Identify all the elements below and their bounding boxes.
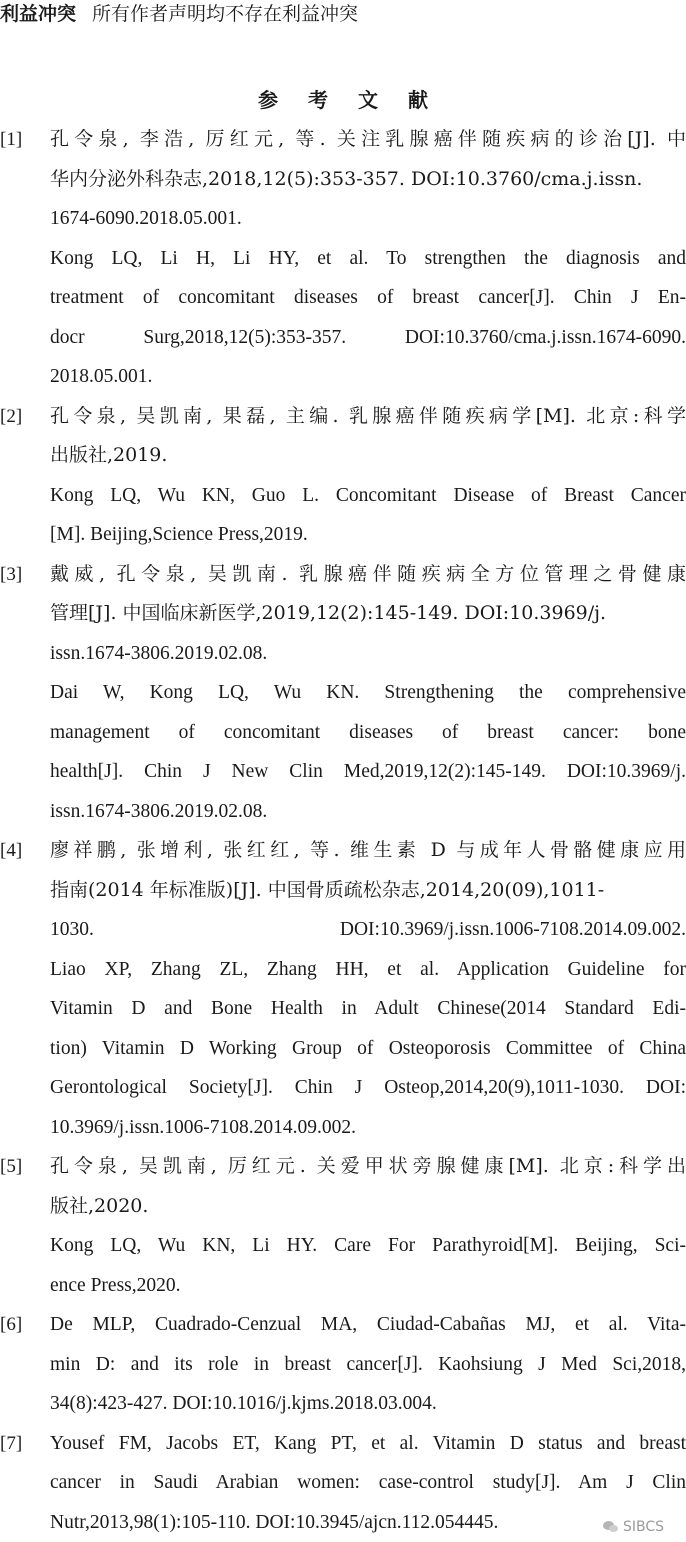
reference-line: 管理[J]. 中国临床新医学,2019,12(2):145-149. DOI:10.3969/j. — [50, 594, 686, 634]
reference-line: management of concomitant diseases of breast cancer: bone — [50, 713, 686, 753]
reference-line: issn.1674-3806.2019.02.08. — [50, 634, 686, 674]
reference-line: issn.1674-3806.2019.02.08. — [50, 792, 686, 832]
reference-line: 指南(2014 年标准版)[J]. 中国骨质疏松杂志,2014,20(09),1011- — [50, 871, 686, 911]
reference-item — [0, 555, 686, 832]
reference-line: Kong LQ, Wu KN, Guo L. Concomitant Disease of Breast Cancer — [50, 476, 686, 516]
reference-line: 孔令泉, 李浩, 厉红元, 等. 关注乳腺癌伴随疾病的诊治[J]. 中 — [50, 120, 686, 160]
reference-line: 孔令泉, 吴凯南, 厉红元. 关爱甲状旁腺健康[M]. 北京:科学出 — [50, 1147, 686, 1187]
reference-line: health[J]. Chin J New Clin Med,2019,12(2):145-149. DOI:10.3969/j. — [50, 752, 686, 792]
reference-number: [3] — [0, 555, 50, 595]
reference-line: Dai W, Kong LQ, Wu KN. Strengthening the comprehensive — [50, 673, 686, 713]
reference-line: ence Press,2020. — [50, 1266, 686, 1306]
reference-line: min D: and its role in breast cancer[J]. Kaohsiung J Med Sci,2018, — [50, 1345, 686, 1385]
reference-line: 1674-6090.2018.05.001. — [50, 199, 686, 239]
reference-list — [0, 120, 686, 1542]
reference-line: 廖祥鹏, 张增利, 张红红, 等. 维生素 D 与成年人骨骼健康应用 — [50, 831, 686, 871]
reference-line: Gerontological Society[J]. Chin J Osteop,2014,20(9),1011-1030. DOI: — [50, 1068, 686, 1108]
reference-line: treatment of concomitant diseases of breast cancer[J]. Chin J En- — [50, 278, 686, 318]
reference-line: [M]. Beijing,Science Press,2019. — [50, 515, 686, 555]
reference-body — [50, 120, 686, 397]
reference-line: Kong LQ, Wu KN, Li HY. Care For Parathyroid[M]. Beijing, Sci- — [50, 1226, 686, 1266]
reference-body — [50, 555, 686, 832]
reference-line: Vitamin D and Bone Health in Adult Chinese(2014 Standard Edi- — [50, 989, 686, 1029]
reference-line: 10.3969/j.issn.1006-7108.2014.09.002. — [50, 1108, 686, 1148]
reference-line: docr Surg,2018,12(5):353-357. DOI:10.3760/cma.j.issn.1674-6090. — [50, 318, 686, 358]
conflict-of-interest — [0, 0, 358, 28]
reference-number: [4] — [0, 831, 50, 871]
reference-line: 戴威, 孔令泉, 吴凯南. 乳腺癌伴随疾病全方位管理之骨健康 — [50, 555, 686, 595]
reference-line: 2018.05.001. — [50, 357, 686, 397]
watermark-text: SIBCS — [623, 1519, 664, 1535]
reference-line: tion) Vitamin D Working Group of Osteoporosis Committee of China — [50, 1029, 686, 1069]
reference-line: Liao XP, Zhang ZL, Zhang HH, et al. Application Guideline for — [50, 950, 686, 990]
reference-line: 出版社,2019. — [50, 436, 686, 476]
reference-line: 孔令泉, 吴凯南, 果磊, 主编. 乳腺癌伴随疾病学[M]. 北京:科学 — [50, 397, 686, 437]
reference-body — [50, 1424, 686, 1542]
reference-line: 版社,2020. — [50, 1187, 686, 1227]
reference-number: [6] — [0, 1305, 50, 1345]
reference-item — [0, 397, 686, 555]
reference-body — [50, 1305, 686, 1424]
reference-number: [7] — [0, 1424, 50, 1464]
conflict-label: 利益冲突 — [0, 3, 76, 25]
reference-number: [5] — [0, 1147, 50, 1187]
reference-number: [1] — [0, 120, 50, 160]
reference-body — [50, 831, 686, 1147]
reference-item — [0, 1424, 686, 1542]
reference-line: cancer in Saudi Arabian women: case-control study[J]. Am J Clin — [50, 1463, 686, 1503]
references-title: 参考文献 — [0, 84, 686, 113]
reference-line: Nutr,2013,98(1):105-110. DOI:10.3945/ajcn.112.054445. — [50, 1503, 686, 1542]
watermark — [603, 1519, 664, 1535]
reference-line: Kong LQ, Li H, Li HY, et al. To strengthen the diagnosis and — [50, 239, 686, 279]
reference-body — [50, 1147, 686, 1305]
reference-line: 华内分泌外科杂志,2018,12(5):353-357. DOI:10.3760/cma.j.issn. — [50, 160, 686, 200]
conflict-text: 所有作者声明均不存在利益冲突 — [92, 3, 358, 25]
reference-number: [2] — [0, 397, 50, 437]
reference-body — [50, 397, 686, 555]
reference-line: Yousef FM, Jacobs ET, Kang PT, et al. Vitamin D status and breast — [50, 1424, 686, 1464]
reference-item — [0, 120, 686, 397]
reference-item — [0, 1147, 686, 1305]
reference-item — [0, 1305, 686, 1424]
reference-item — [0, 831, 686, 1147]
reference-line: De MLP, Cuadrado-Cenzual MA, Ciudad-Cabañas MJ, et al. Vita- — [50, 1305, 686, 1345]
reference-line: 34(8):423-427. DOI:10.1016/j.kjms.2018.03.004. — [50, 1384, 686, 1424]
wechat-icon — [603, 1520, 619, 1534]
reference-line: 1030. DOI:10.3969/j.issn.1006-7108.2014.09.002. — [50, 910, 686, 950]
